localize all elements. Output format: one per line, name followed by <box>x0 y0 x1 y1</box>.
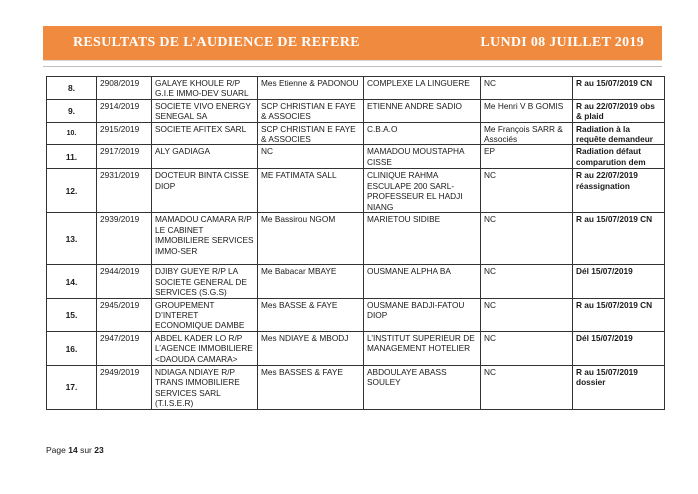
docket-number: 2949/2019 <box>97 365 152 409</box>
case-number: 12. <box>47 169 97 213</box>
decision-cell: R au 15/07/2019 CN <box>573 77 665 100</box>
decision-cell: R au 22/07/2019 réassignation <box>573 169 665 213</box>
header-banner <box>43 26 662 61</box>
docket-number: 2908/2019 <box>97 77 152 100</box>
defendant-counsel-cell: Me Henri V B GOMIS <box>481 99 573 122</box>
docket-number: 2915/2019 <box>97 122 152 145</box>
docket-number: 2931/2019 <box>97 169 152 213</box>
docket-number: 2944/2019 <box>97 265 152 298</box>
defendant-cell: ABDOULAYE ABASS SOULEY <box>364 365 481 409</box>
plaintiff-cell: GROUPEMENT D’INTERET ECONOMIQUE DAMBE <box>152 298 258 331</box>
decision-cell: R au 15/07/2019 dossier <box>573 365 665 409</box>
plaintiff-counsel-cell: Mes BASSES & FAYE <box>258 365 364 409</box>
defendant-counsel-cell: NC <box>481 77 573 100</box>
defendant-cell: MARIETOU SIDIBE <box>364 213 481 265</box>
plaintiff-cell: SOCIETE AFITEX SARL <box>152 122 258 145</box>
decision-cell: Radiation défaut comparution dem <box>573 145 665 169</box>
defendant-counsel-cell: NC <box>481 298 573 331</box>
page-label: Page <box>46 445 66 455</box>
table-row <box>47 122 665 145</box>
plaintiff-counsel-cell: ME FATIMATA SALL <box>258 169 364 213</box>
defendant-counsel-cell: NC <box>481 169 573 213</box>
page-footer <box>46 445 104 455</box>
case-number: 13. <box>47 213 97 265</box>
plaintiff-cell: ABDEL KADER LO R/P L’AGENCE IMMOBILIERE <DAOUDA CAMARA> <box>152 331 258 365</box>
docket-number: 2939/2019 <box>97 213 152 265</box>
defendant-counsel-cell: NC <box>481 331 573 365</box>
defendant-cell: COMPLEXE LA LINGUERE <box>364 77 481 100</box>
case-number: 15. <box>47 298 97 331</box>
table-row <box>47 169 665 213</box>
results-table <box>46 76 665 410</box>
table-row <box>47 365 665 409</box>
plaintiff-counsel-cell: Me Babacar MBAYE <box>258 265 364 298</box>
table-row <box>47 99 665 122</box>
docket-number: 2914/2019 <box>97 99 152 122</box>
defendant-counsel-cell: EP <box>481 145 573 169</box>
plaintiff-counsel-cell: Mes BASSE & FAYE <box>258 298 364 331</box>
case-number: 8. <box>47 77 97 100</box>
page-total: 23 <box>94 445 104 455</box>
defendant-cell: L’INSTITUT SUPERIEUR DE MANAGEMENT HOTELIER <box>364 331 481 365</box>
defendant-counsel-cell: NC <box>481 265 573 298</box>
table-row <box>47 145 665 169</box>
plaintiff-cell: ALY GADIAGA <box>152 145 258 169</box>
defendant-cell: C.B.A.O <box>364 122 481 145</box>
table-row <box>47 265 665 298</box>
table-row <box>47 77 665 100</box>
case-number: 14. <box>47 265 97 298</box>
decision-cell: R au 15/07/2019 CN <box>573 213 665 265</box>
docket-number: 2917/2019 <box>97 145 152 169</box>
defendant-cell: OUSMANE ALPHA BA <box>364 265 481 298</box>
decision-cell: R au 22/07/2019 obs & plaid <box>573 99 665 122</box>
plaintiff-cell: SOCIETE VIVO ENERGY SENEGAL SA <box>152 99 258 122</box>
case-number: 11. <box>47 145 97 169</box>
hearing-date: LUNDI 08 JUILLET 2019 <box>480 35 644 50</box>
case-number: 9. <box>47 99 97 122</box>
case-number: 10. <box>47 122 97 145</box>
case-number: 16. <box>47 331 97 365</box>
page-title: RESULTATS DE L’AUDIENCE DE REFERE <box>73 35 360 50</box>
defendant-cell: ETIENNE ANDRE SADIO <box>364 99 481 122</box>
plaintiff-counsel-cell: Mes Etienne & PADONOU <box>258 77 364 100</box>
plaintiff-cell: GALAYE KHOULE R/P G.I.E IMMO-DEV SUARL <box>152 77 258 100</box>
defendant-counsel-cell: NC <box>481 365 573 409</box>
page-of-label: sur <box>80 445 92 455</box>
table-row <box>47 298 665 331</box>
plaintiff-cell: NDIAGA NDIAYE R/P TRANS IMMOBILIERE SERVICES SARL (T.I.S.E.R) <box>152 365 258 409</box>
table-row <box>47 331 665 365</box>
header-divider <box>43 66 662 67</box>
plaintiff-counsel-cell: Mes NDIAYE & MBODJ <box>258 331 364 365</box>
decision-cell: R au 15/07/2019 CN <box>573 298 665 331</box>
plaintiff-cell: DJIBY GUEYE R/P LA SOCIETE GENERAL DE SERVICES (S.G.S) <box>152 265 258 298</box>
docket-number: 2947/2019 <box>97 331 152 365</box>
plaintiff-cell: MAMADOU CAMARA R/P LE CABINET IMMOBILIERE SERVICES IMMO-SER <box>152 213 258 265</box>
defendant-cell: OUSMANE BADJI-FATOU DIOP <box>364 298 481 331</box>
decision-cell: Dél 15/07/2019 <box>573 265 665 298</box>
plaintiff-counsel-cell: Me Bassirou NGOM <box>258 213 364 265</box>
table-row <box>47 213 665 265</box>
decision-cell: Dél 15/07/2019 <box>573 331 665 365</box>
plaintiff-counsel-cell: NC <box>258 145 364 169</box>
decision-cell: Radiation à la requête demandeur <box>573 122 665 145</box>
docket-number: 2945/2019 <box>97 298 152 331</box>
plaintiff-cell: DOCTEUR BINTA CISSE DIOP <box>152 169 258 213</box>
page-number: 14 <box>68 445 78 455</box>
case-number: 17. <box>47 365 97 409</box>
plaintiff-counsel-cell: SCP CHRISTIAN E FAYE & ASSOCIES <box>258 99 364 122</box>
plaintiff-counsel-cell: SCP CHRISTIAN E FAYE & ASSOCIES <box>258 122 364 145</box>
defendant-counsel-cell: NC <box>481 213 573 265</box>
defendant-counsel-cell: Me François SARR & Associés <box>481 122 573 145</box>
defendant-cell: CLINIQUE RAHMA ESCULAPE 200 SARL- PROFESSEUR EL HADJI NIANG <box>364 169 481 213</box>
defendant-cell: MAMADOU MOUSTAPHA CISSE <box>364 145 481 169</box>
